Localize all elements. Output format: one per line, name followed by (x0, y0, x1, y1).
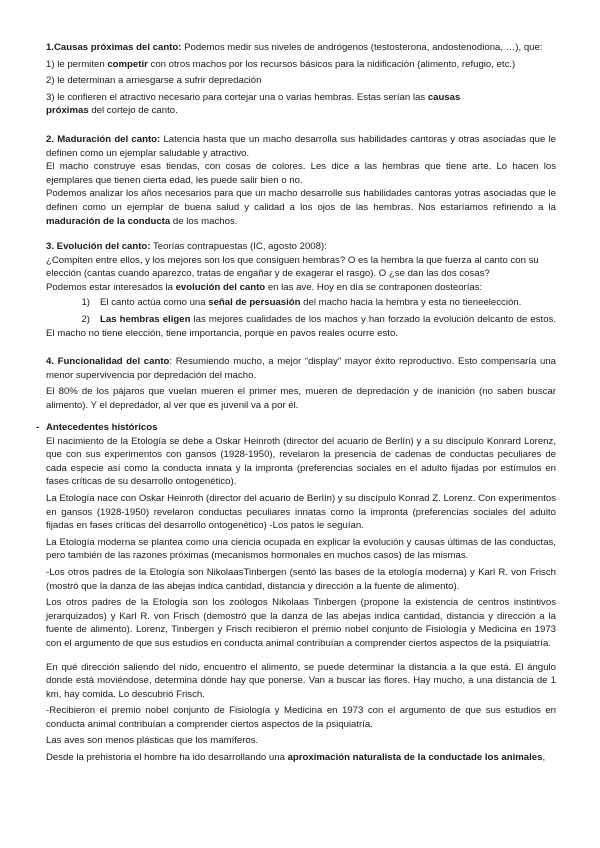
paragraph: El 80% de los pájaros que vuelan mueren el primer mes, mueren de depredación y de inanición (no saben buscar alimento). Y el depredador, al ver que es juvenil va a por él. (46, 386, 556, 411)
section-maduracion (46, 133, 556, 228)
paragraph: El nacimiento de la Etología se debe a Oskar Heinroth (director del acuario de Berlín) y a su discípulo Konrard Lorenz, que con sus experimentos con gansos (1928-1950), revelaron la presencia de cadenas de conductas peculiares de cada especie así como la conducta innata y la impronta (preferencias sociales en el adulto fijadas por estímulos en fases críticas de su desarrollo ontogenético). (46, 435, 556, 488)
paragraph: 2. Maduración del canto: Latencia hasta que un macho desarrolla sus habilidades cantoras y otras asociadas que le definen como un ejemplar saludable y atractivo. (46, 134, 556, 159)
section-causas-proximas (46, 41, 556, 118)
paragraph: 3. Evolución del canto: Teorías contrapuestas (IC, agosto 2008): (46, 241, 327, 252)
paragraph: El macho construye esas tiendas, con cosas de colores. Les dice a las hembras que tiene arte. Lo hacen los ejemplares que tienen cierta edad, les puede salir bien o no. (46, 161, 556, 186)
list-item: 2) Las hembras eligen las mejores cualidades de los machos y han forzado la evolución delcanto de estos. El macho no tiene elección, tiene importancia, porque en pavos reales ocurre esto. (46, 313, 556, 339)
section-evolucion (46, 240, 556, 340)
paragraph: Podemos analizar los años necesarios para que un macho desarrolle sus habilidades cantoras yotras asociadas que le definen como un ejemplar de buena salud y calidad a los ojos de las hembras. Nos estaríamos refiriendo a la maduración de la conducta de los machos. (46, 188, 556, 227)
section-funcionalidad (46, 355, 556, 412)
paragraph: En qué dirección saliendo del nido, encuentro el alimento, se puede determinar la distancia a la que está. El ángulo donde está moviéndose, determina dónde hay que ponerse. Van a buscar las flores. Hay mucho, a una distancia de 1 km, hay comida. Lo descubrió Frisch. (46, 661, 556, 700)
paragraph: 2) le determinan a arriesgarse a sufrir depredación (46, 75, 262, 87)
paragraph: -Los otros padres de la Etología son NikolaasTinbergen (sentó las bases de la etología moderna) y Karl R. von Frisch (mostró que la danza de las abejas indica cantidad, distancia y dirección a la fuente de alimento). (46, 566, 556, 592)
section-antecedentes (46, 421, 556, 765)
section-heading: 2. Maduración del canto: (46, 134, 161, 145)
paragraph: Podemos estar interesados la evolución del canto en las ave. Hoy en día se contraponen dosteorías: (46, 281, 483, 293)
paragraph: -Recibieron el premio nobel conjunto de Fisiología y Medicina en 1973 con el argumento de que sus estudios en conducta animal contribuían a comprender ciertos aspectos de la psiquiatría. (46, 705, 556, 730)
paragraph: Las aves son menos plásticas que los mamíferos. (46, 735, 259, 747)
paragraph: 1) le permiten competir con otros machos por los recursos básicos para la nidificación (alimento, refugio, etc.) (46, 58, 516, 70)
section-heading: 1.Causas próximas del canto: (46, 42, 182, 53)
paragraph: Los otros padres de la Etología son los zoólogos Nikolaas Tinbergen (propone la existencia de centros instintivos jerarquizados) y Karl R. von Frisch (demostró que la danza de las abejas indica cantidad, distancia y dirección a la fuente de alimento). Lorenz, Tinbergen y Frisch recibieron el premio nobel conjunto de Fisiología y Medicina en 1973 con el argumento de que sus estudios en conducta animal contribuían a comprender ciertos aspectos de la psiquiatría. (46, 597, 556, 649)
section-heading: Antecedentes históricos (46, 422, 158, 433)
bullet-dash: - (36, 422, 40, 433)
section-heading: 3. Evolución del canto: (46, 241, 151, 252)
list-item: 1) El canto actúa como una señal de persuasión del macho hacia la hembra y esta no tieneelección. (81, 297, 522, 309)
paragraph: La Etología nace con Oskar Heinroth (director del acuario de Berlín) y su discípulo Konrad Z. Lorenz. Con experimentos en gansos (1928-1950) revelaron conductas peculiares innatas como la impronta (preferencias sociales del adulto fijadas en fases críticas del desarrollo ontogenético) -Los patos le seguían. (46, 492, 556, 532)
paragraph: ¿Compiten entre ellos, y los mejores son los que consiguen hembras? O es la hembra la que fuerza al canto con su elección (cantas cuando aparezco, tratas de engañar y de exagerar el rasgo). O ¿se dan las dos cosas? (46, 254, 539, 280)
paragraph: Desde la prehistoria el hombre ha ido desarrollando una aproximación naturalista de la conductade los animales, (46, 752, 546, 764)
paragraph: La Etología moderna se plantea como una ciencia ocupada en explicar la evolución y causas últimas de las conductas, pero también de las razones próximas (mecanismos hormonales en muchos casos) de las mismas. (46, 536, 556, 562)
paragraph: 3) le confieren el atractivo necesario para cortejar una o varias hembras. Estas serían las causas próximas del cortejo de canto. (46, 91, 461, 117)
paragraph: 1.Causas próximas del canto: Podemos medir sus niveles de andrógenos (testosterona, andostenodiona, …), que: (46, 42, 543, 53)
section-heading: 4. Funcionalidad del canto (46, 356, 170, 367)
paragraph: 4. Funcionalidad del canto: Resumiendo mucho, a mejor “display” mayor éxito reproductivo. Esto compensaría una menor supervivencia por depredación del macho. (46, 356, 556, 381)
